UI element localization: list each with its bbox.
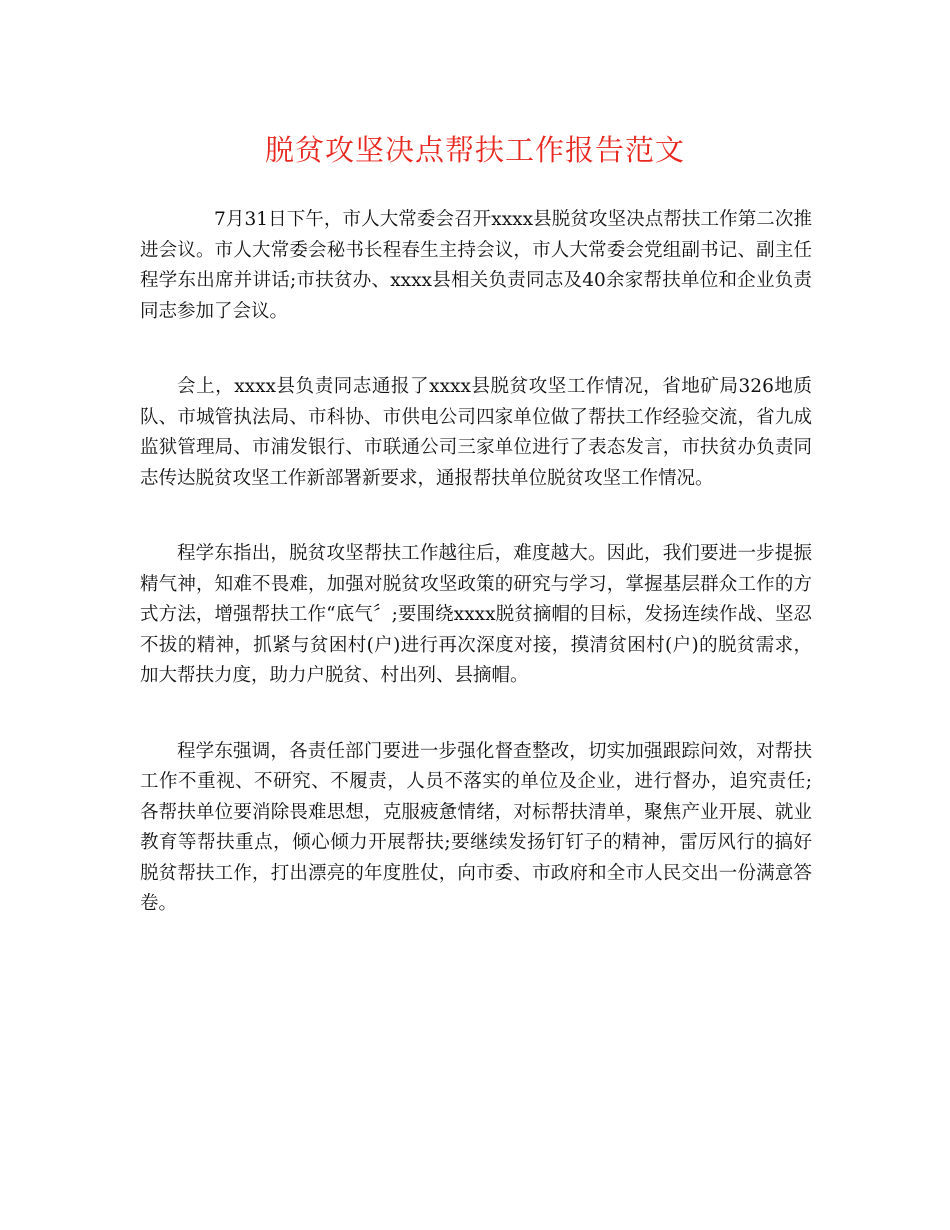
document-title: 脱贫攻坚决点帮扶工作报告范文 (264, 133, 685, 167)
paragraph-2: 会上，xxxx县负责同志通报了xxxx县脱贫攻坚工作情况，省地矿局326地质队、市城管执法局、市科协、市供电公司四家单位做了帮扶工作经验交流，省九成监狱管理局、市浦发银行、市联通公司三家单位进行了表态发言，市扶贫办负责同志传达脱贫攻坚工作新部署新要求，通报帮扶单位脱贫攻坚工作情况。 (140, 376, 812, 489)
paragraph-4: 程学东强调，各责任部门要进一步强化督查整改，切实加强跟踪问效，对帮扶工作不重视、不研究、不履责，人员不落实的单位及企业，进行督办，追究责任;各帮扶单位要消除畏难思想，克服疲惫情绪，对标帮扶清单，聚焦产业开展、就业教育等帮扶重点，倾心倾力开展帮扶;要继续发扬钉钉子的精神，雷厉风行的搞好脱贫帮扶工作，打出漂亮的年度胜仗，向市委、市政府和全市人民交出一份满意答卷。 (140, 740, 812, 914)
paragraph-1: 7月31日下午，市人大常委会召开xxxx县脱贫攻坚决点帮扶工作第二次推进会议。市人大常委会秘书长程春生主持会议，市人大常委会党组副书记、副主任程学东出席并讲话;市扶贫办、xxxx县相关负责同志及40余家帮扶单位和企业负责同志参加了会议。 (140, 209, 812, 322)
document-body (140, 205, 812, 965)
paragraph-3: 程学东指出，脱贫攻坚帮扶工作越往后，难度越大。因此，我们要进一步提振精气神，知难不畏难，加强对脱贫攻坚政策的研究与学习，掌握基层群众工作的方式方法，增强帮扶工作“底气〞;要围绕xxxx脱贫摘帽的目标，发扬连续作战、坚忍不拔的精神，抓紧与贫困村(户)进行再次深度对接，摸清贫困村(户)的脱贫需求，加大帮扶力度，助力户脱贫、村出列、县摘帽。 (140, 543, 812, 686)
